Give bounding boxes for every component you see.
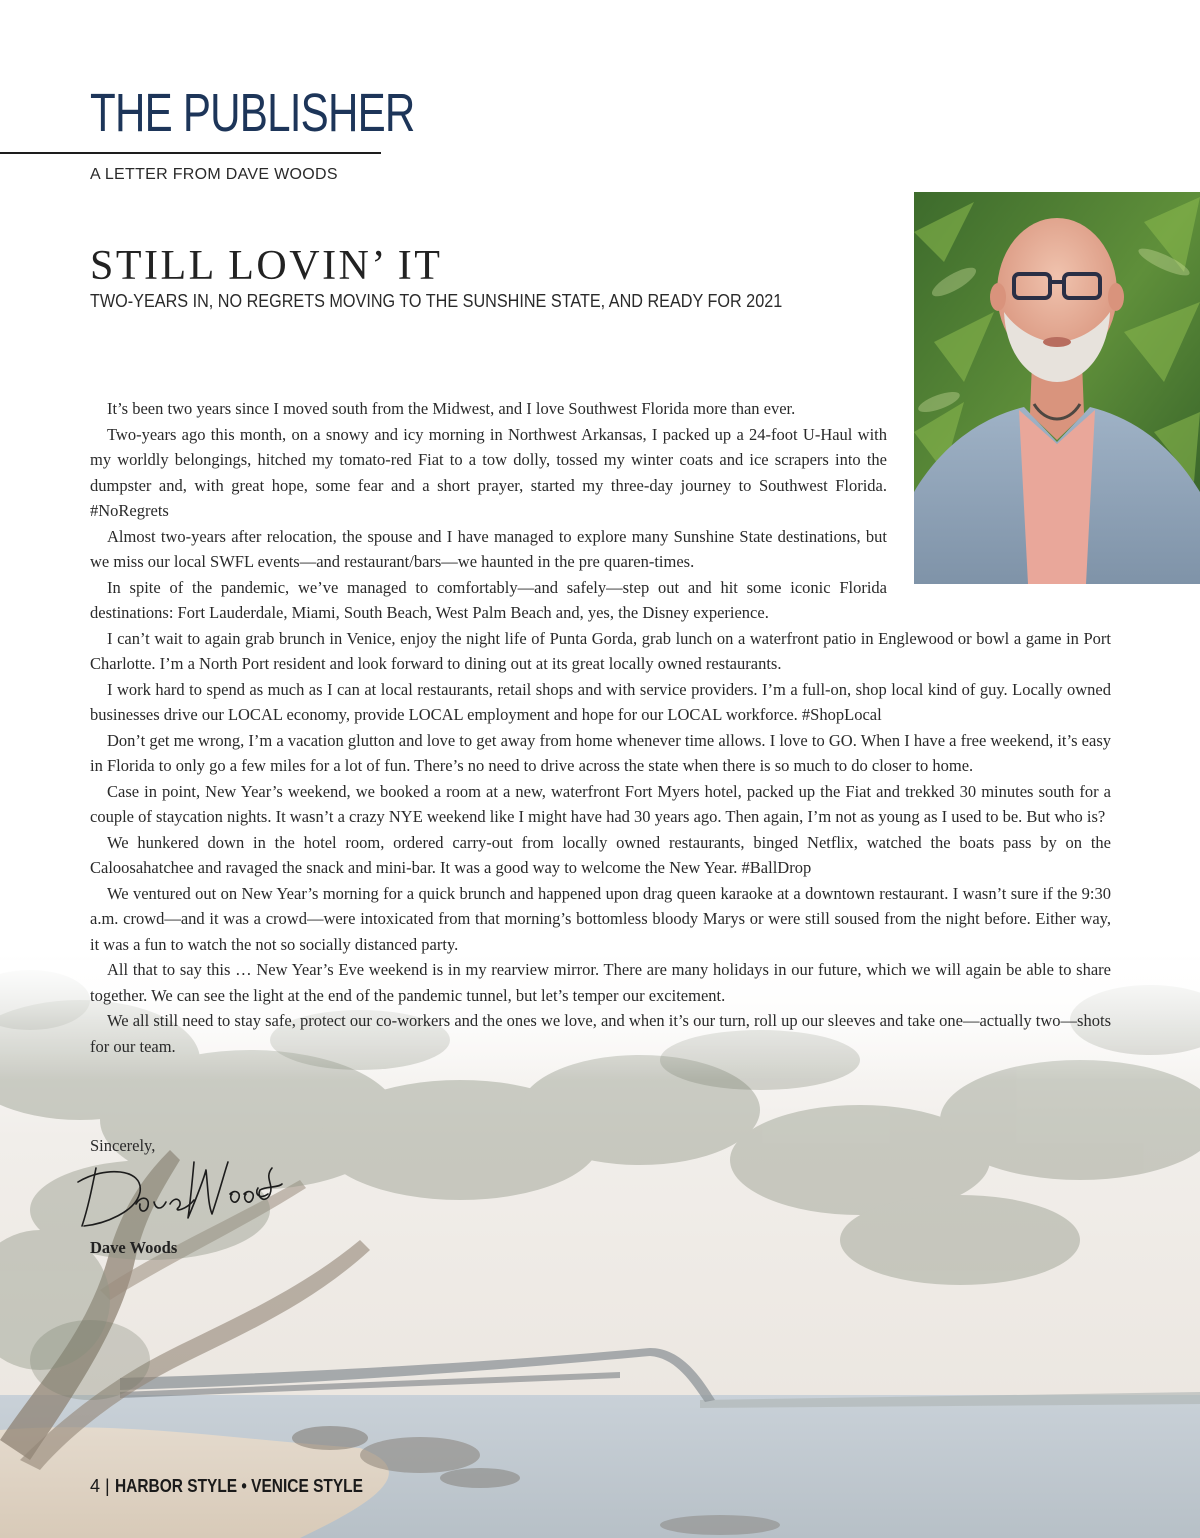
publication-name: HARBOR STYLE • VENICE STYLE [114,1476,363,1496]
page-footer [90,1476,403,1497]
paragraph: I work hard to spend as much as I can at local restaurants, retail shops and with service providers. I’m a full-on, shop local kind of guy. Locally owned businesses drive our LOCAL economy, provide LOCAL employment and hope for our LOCAL workforce. #ShopLocal [90,679,1111,724]
paragraph: Case in point, New Year’s weekend, we booked a room at a new, waterfront Fort Myers hotel, packed up the Fiat and trekked 30 minutes south for a couple of staycation nights. It wasn’t a crazy NYE weekend like I might have had 30 years ago. Then again, I’m not as young as I used to be. But who is? [90,781,1111,826]
paragraph: Don’t get me wrong, I’m a vacation glutton and love to get away from home whenever time allows. I love to GO. When I have a free weekend, it’s easy in Florida to only go a few miles for a lot of fun. There’s no need to drive across the state when there is so much to do closer to home. [90,730,1111,775]
page-number: 4 [90,1476,101,1496]
photo-wrap-spacer [887,396,1111,606]
paragraph: Two-years ago this month, on a snowy and icy morning in Northwest Arkansas, I packed up a 24-foot U-Haul with my worldly belongings, hitched my tomato-red Fiat to a tow dolly, tossed my winter coats and ice scrapers into the dumpster and, with great hope, some fear and a short prayer, started my three-day journey to Southwest Florida. #NoRegrets [90,424,887,520]
signer-name: Dave Woods [90,1238,178,1257]
section-title: THE PUBLISHER [90,83,415,143]
closing-salutation: Sincerely, [90,1136,156,1155]
section-subtitle: A LETTER FROM DAVE WOODS [90,166,338,183]
handwritten-signature [74,1148,284,1234]
article-headline: STILL LOVIN’ IT [90,243,443,289]
paragraph: Almost two-years after relocation, the spouse and I have managed to explore many Sunshine State destinations, but we miss our local SWFL events—and restaurant/bars—we haunted in the pre quaren-times. [90,526,887,571]
title-divider [0,152,381,154]
paragraph: In spite of the pandemic, we’ve managed to comfortably—and safely—step out and hit some iconic Florida destinations: Fort Lauderdale, Miami, South Beach, West Palm Beach and, yes, the Disney experience. [90,577,887,622]
paragraph: We hunkered down in the hotel room, ordered carry-out from locally owned restaurants, binged Netflix, watched the boats pass by on the Caloosahatchee and ravaged the snack and mini-bar. It was a good way to welcome the New Year. #BallDrop [90,832,1111,877]
article-deck: TWO-YEARS IN, NO REGRETS MOVING TO THE SUNSHINE STATE, AND READY FOR 2021 [90,291,783,311]
paragraph: We all still need to stay safe, protect our co-workers and the ones we love, and when it’s our turn, roll up our sleeves and take one—actually two—shots for our team. [90,1011,1111,1056]
paragraph: I can’t wait to again grab brunch in Venice, enjoy the night life of Punta Gorda, grab lunch on a waterfront patio in Englewood or bowl a game in Port Charlotte. I’m a North Port resident and look forward to dining out at its great locally owned restaurants. [90,628,1111,673]
paragraph: It’s been two years since I moved south from the Midwest, and I love Southwest Florida more than ever. [107,399,796,418]
letter-body [90,396,1111,1059]
paragraph: We ventured out on New Year’s morning for a quick brunch and happened upon drag queen karaoke at a downtown restaurant. I wasn’t sure if the 9:30 a.m. crowd—and it was a crowd—were intoxicated from that morning’s bottomless bloody Marys or were still soused from the night before. Either way, it was a fun to watch the not so socially distanced party. [90,883,1111,954]
paragraph: All that to say this … New Year’s Eve weekend is in my rearview mirror. There are many holidays in our future, which we will again be able to share together. We can see the light at the end of the pandemic tunnel, but let’s temper our excitement. [90,960,1111,1005]
footer-separator: | [105,1476,110,1496]
